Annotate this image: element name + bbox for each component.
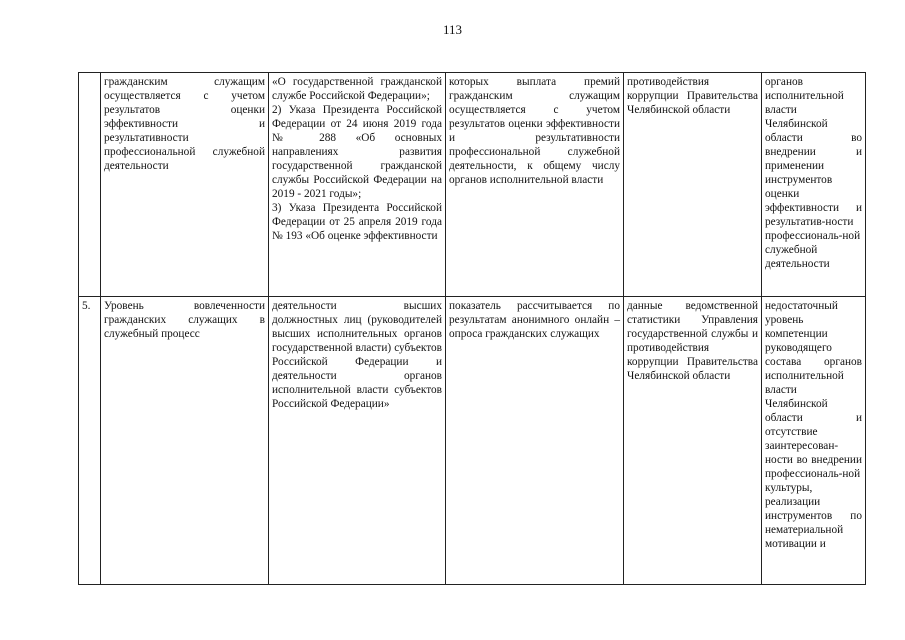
indicator-cell: гражданским служащим осуществляется с учетом результатов оценки эффективности и результативности профессиональной служебной деятельности bbox=[101, 73, 269, 297]
problem-cell: недостаточный уровень компетенции руководящего состава органов исполнительной власти Челябинской области и отсутствие заинтересован-ности во внедрении профессиональ-ной культуры, реализации инструментов по нематериальной мотивации и bbox=[762, 297, 866, 585]
row-number-cell bbox=[79, 73, 101, 297]
legal-basis-cell: «О государственной гражданской службе Российской Федерации»; 2) Указа Президента Российской Федерации от 24 июня 2019 года № 288 «Об основных направлениях развития государственной гражданской службы Российской Федерации на 2019 - 2021 годы»; 3) Указа Президента Российской Федерации от 25 апреля 2019 года № 193 «Об оценке эффективности bbox=[269, 73, 446, 297]
document-table bbox=[78, 72, 866, 585]
table-row bbox=[79, 73, 866, 297]
calculation-method-cell: показатель рассчитывается по результатам анонимного онлайн – опроса гражданских служащих bbox=[446, 297, 624, 585]
data-source-cell: данные ведомственной статистики Управления государственной службы и противодействия коррупции Правительства Челябинской области bbox=[624, 297, 762, 585]
table-row bbox=[79, 297, 866, 585]
page-number: 113 bbox=[442, 22, 463, 37]
row-number-cell: 5. bbox=[79, 297, 101, 585]
legal-basis-cell: деятельности высших должностных лиц (руководителей высших исполнительных органов государственной власти) субъектов Российской Федерации и деятельности органов исполнительной власти субъектов Российской Федерации» bbox=[269, 297, 446, 585]
data-source-cell: противодействия коррупции Правительства Челябинской области bbox=[624, 73, 762, 297]
problem-cell: органов исполнительной власти Челябинской области во внедрении и применении инструментов оценки эффективности и результатив-ности профессиональ-ной служебной деятельности bbox=[762, 73, 866, 297]
calculation-method-cell: которых выплата премий гражданским служащим осуществляется с учетом результатов оценки эффективности и результативности профессиональной служебной деятельности, к общему числу органов исполнительной власти bbox=[446, 73, 624, 297]
indicator-cell: Уровень вовлеченности гражданских служащих в служебный процесс bbox=[101, 297, 269, 585]
